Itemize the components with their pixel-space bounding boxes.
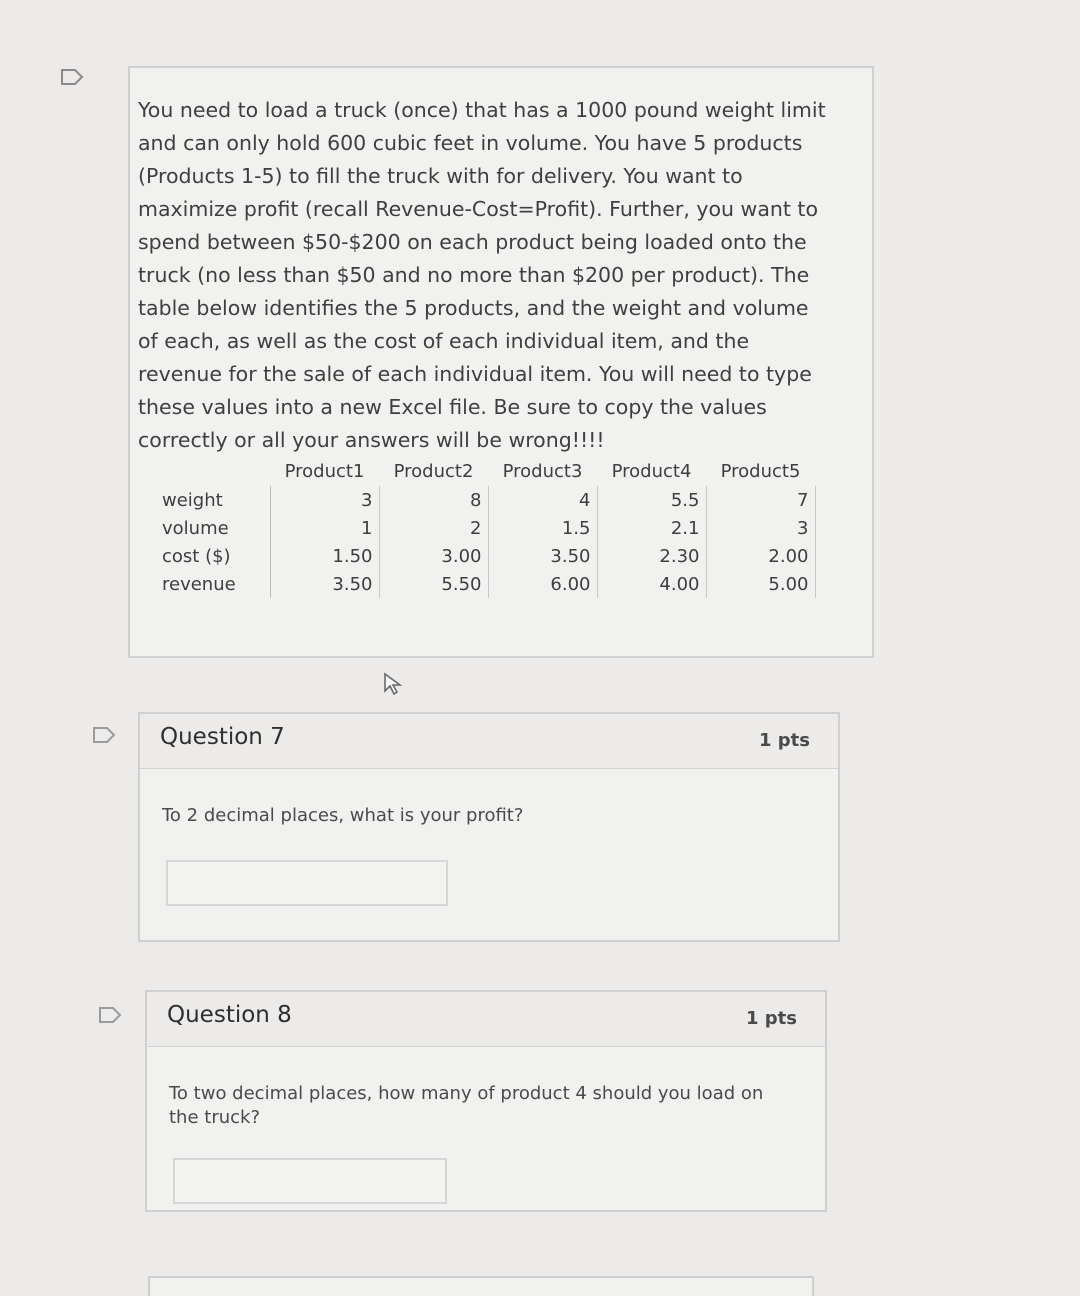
table-header-product3: Product3 <box>502 460 583 482</box>
table-cell: 2 <box>379 514 488 542</box>
table-row <box>158 570 815 598</box>
table-cell: 2.30 <box>597 542 706 570</box>
table-cell: 1.5 <box>488 514 597 542</box>
table-cell: 7 <box>706 486 815 514</box>
table-cell: 3.00 <box>379 542 488 570</box>
question-points: 1 pts <box>759 730 810 751</box>
question-header <box>140 714 838 769</box>
question-header <box>147 992 825 1047</box>
question-8-card <box>145 990 827 1212</box>
table-cell: 6.00 <box>488 570 597 598</box>
table-cell: 5.50 <box>379 570 488 598</box>
table-cell: 8 <box>379 486 488 514</box>
table-header-product5: Product5 <box>720 460 801 482</box>
table-cell: 3 <box>706 514 815 542</box>
table-header-product1: Product1 <box>284 460 365 482</box>
question-title: Question 7 <box>160 724 285 750</box>
question-title: Question 8 <box>167 1002 292 1028</box>
question-prompt: To two decimal places, how many of product 4 should you load on the truck? <box>169 1083 764 1128</box>
problem-description: You need to load a truck (once) that has a 1000 pound weight limit and can only hold 600 cubic feet in volume. You have 5 products (Products 1-5) to fill the truck with for delivery. You want to maximize profit (recall Revenue-Cost=Profit). Further, you want to spend between $50-$200 on each product being loaded onto the truck (no less than $50 and no more than $200 per product). The table below identifies the 5 products, and the weight and volume of each, as well as the cost of each individual item, and the revenue for the sale of each individual item. You will need to type these values into a new Excel file. Be sure to copy the values correctly or all your answers will be wrong!!!! <box>138 98 826 452</box>
table-cell: 4 <box>488 486 597 514</box>
table-header-product4: Product4 <box>611 460 692 482</box>
table-row <box>158 486 815 514</box>
table-cell: 3.50 <box>270 570 379 598</box>
table-cell: 3.50 <box>488 542 597 570</box>
table-cell: 3 <box>270 486 379 514</box>
table-header-blank <box>158 456 270 486</box>
table-cell: 5.00 <box>706 570 815 598</box>
table-cell: 4.00 <box>597 570 706 598</box>
flag-icon[interactable] <box>60 68 84 86</box>
table-header-product2: Product2 <box>393 460 474 482</box>
table-header-row <box>158 456 815 486</box>
mouse-cursor-icon <box>383 672 405 696</box>
table-row <box>158 542 815 570</box>
table-cell: 5.5 <box>597 486 706 514</box>
row-label-cost: cost ($) <box>158 542 270 570</box>
question-prompt: To 2 decimal places, what is your profit? <box>162 805 524 826</box>
answer-input[interactable] <box>173 1158 447 1204</box>
question-points: 1 pts <box>746 1008 797 1029</box>
row-label-revenue: revenue <box>158 570 270 598</box>
table-cell: 2.00 <box>706 542 815 570</box>
answer-input[interactable] <box>166 860 448 906</box>
table-row <box>158 514 815 542</box>
table-cell: 1 <box>270 514 379 542</box>
table-cell: 2.1 <box>597 514 706 542</box>
product-table <box>158 456 816 598</box>
question-7-card <box>138 712 840 942</box>
flag-icon[interactable] <box>92 726 116 744</box>
question-stem-card <box>128 66 874 658</box>
table-cell: 1.50 <box>270 542 379 570</box>
next-question-card <box>148 1276 814 1296</box>
row-label-weight: weight <box>158 486 270 514</box>
row-label-volume: volume <box>158 514 270 542</box>
flag-icon[interactable] <box>98 1006 122 1024</box>
